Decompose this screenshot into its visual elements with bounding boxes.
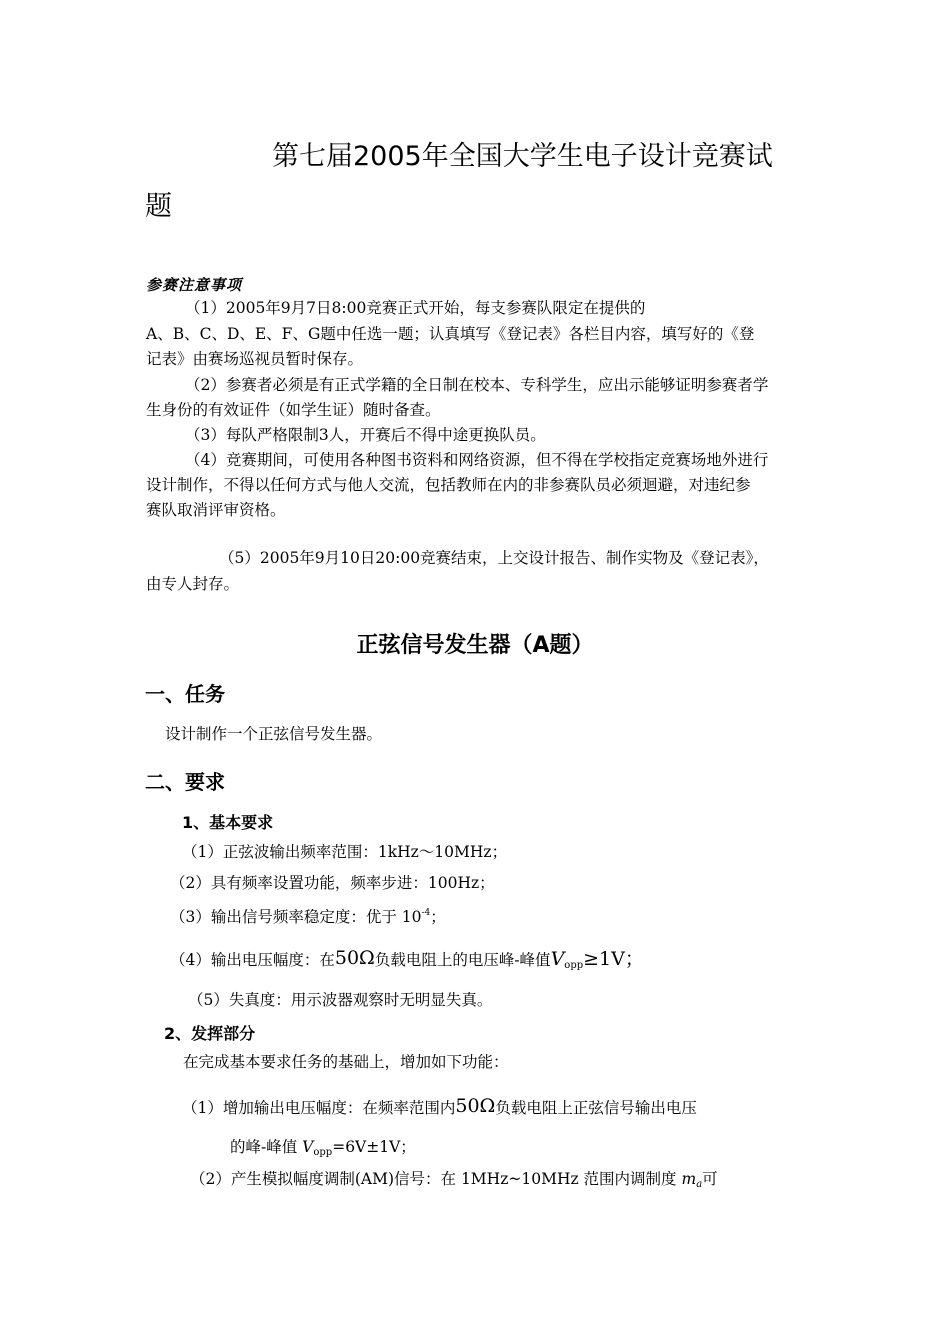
notice-line: （1）2005年9月7日8:00竞赛正式开始，每支参赛队限定在提供的 xyxy=(185,299,646,317)
basic-req-2: （2）具有频率设置功能，频率步进：100Hz； xyxy=(170,874,495,892)
modulation-symbol: m xyxy=(681,1170,697,1188)
stability-exponent: -4 xyxy=(421,908,431,918)
task-heading: 一、任务 xyxy=(145,682,225,706)
notice-line: 赛队取消评审资格。 xyxy=(146,501,286,519)
voltage-subscript: opp xyxy=(313,1147,333,1158)
notice-heading: 参赛注意事项 xyxy=(146,276,243,294)
basic-req-5: （5）失真度：用示波器观察时无明显失真。 xyxy=(188,991,493,1009)
extension-1-text: （1）增加输出电压幅度：在频率范围内 xyxy=(182,1099,456,1117)
basic-req-4 xyxy=(170,946,644,978)
ohm-value: 50Ω xyxy=(334,947,375,969)
basic-req-3-end: ； xyxy=(430,908,446,926)
extension-1-end: 负载电阻上正弦信号输出电压 xyxy=(495,1099,697,1117)
ohm-value: 50Ω xyxy=(455,1095,496,1117)
voltage-symbol: V xyxy=(302,1138,314,1156)
extension-2 xyxy=(190,1169,718,1195)
notice-line: 由专人封存。 xyxy=(146,575,240,593)
problem-title: 正弦信号发生器（A题） xyxy=(356,633,594,658)
basic-req-4-end: ≥1V； xyxy=(583,948,644,970)
basic-req-4-text: （4）输出电压幅度：在 xyxy=(170,951,335,969)
basic-req-3 xyxy=(170,903,446,927)
voltage-subscript: opp xyxy=(564,960,584,971)
notice-line: 记表》由赛场巡视员暂时保存。 xyxy=(146,350,364,368)
notice-line: （4）竞赛期间，可使用各种图书资料和网络资源，但不得在学校指定竞赛场地外进行 xyxy=(185,451,769,469)
notice-line: （3）每队严格限制3人，开赛后不得中途更换队员。 xyxy=(185,426,546,444)
extension-intro: 在完成基本要求任务的基础上，增加如下功能： xyxy=(183,1053,509,1071)
extension-1 xyxy=(182,1094,697,1120)
extension-1-cont xyxy=(230,1137,416,1163)
task-text: 设计制作一个正弦信号发生器。 xyxy=(165,725,383,743)
notice-line: （5）2005年9月10日20:00竞赛结束，上交设计报告、制作实物及《登记表》， xyxy=(219,549,769,567)
basic-req-3-text: （3）输出信号频率稳定度：优于 10 xyxy=(170,908,422,926)
requirements-heading: 二、要求 xyxy=(145,770,225,794)
notice-line: （2）参赛者必须是有正式学籍的全日制在校本、专科学生，应出示能够证明参赛者学 xyxy=(185,376,769,394)
notice-line: A、B、C、D、E、F、G题中任选一题；认真填写《登记表》各栏目内容，填写好的《登 xyxy=(146,325,755,343)
basic-requirements-heading: 1、基本要求 xyxy=(182,813,274,832)
modulation-subscript: a xyxy=(696,1179,703,1190)
basic-req-4-mid: 负载电阻上的电压峰-峰值 xyxy=(374,951,551,969)
document-title-line2: 题 xyxy=(145,191,172,222)
voltage-symbol: V xyxy=(550,948,565,970)
extension-1-cont-end: =6V±1V； xyxy=(332,1138,416,1156)
notice-line: 设计制作，不得以任何方式与他人交流，包括教师在内的非参赛队员必须迴避，对违纪参 xyxy=(146,476,751,494)
extension-2-end: 可 xyxy=(702,1170,718,1188)
extension-1-cont-text: 的峰-峰值 xyxy=(230,1138,303,1156)
extension-2-text: （2）产生模拟幅度调制(AM)信号：在 1MHz~10MHz 范围内调制度 xyxy=(190,1170,682,1188)
basic-req-1: （1）正弦波输出频率范围：1kHz～10MHz； xyxy=(182,843,508,861)
extension-heading: 2、发挥部分 xyxy=(164,1024,256,1043)
document-title-line1: 第七届2005年全国大学生电子设计竞赛试 xyxy=(272,141,773,172)
notice-line: 生身份的有效证件（如学生证）随时备查。 xyxy=(146,401,441,419)
